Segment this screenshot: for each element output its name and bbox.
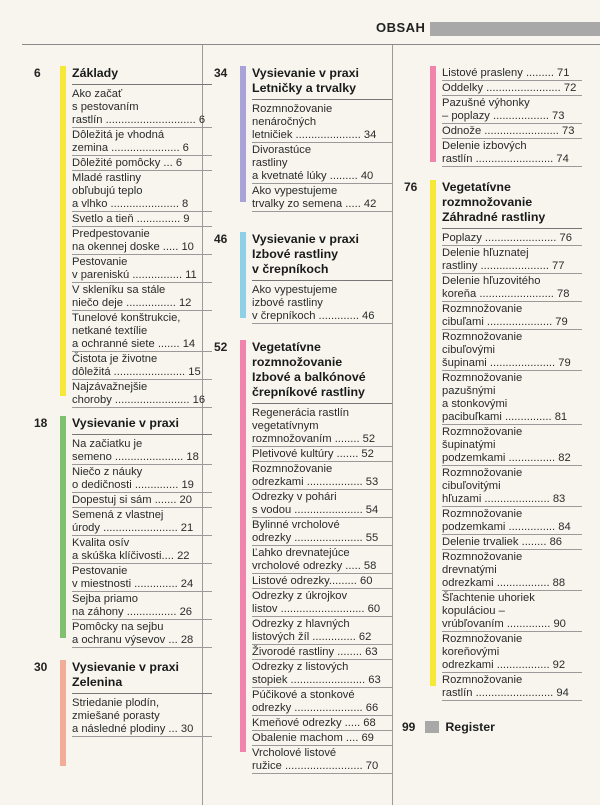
- toc-entry[interactable]: [72, 311, 212, 352]
- toc-entry-text: Rozmnožovanie šupinatými podzemkami ............... 82: [442, 425, 571, 464]
- toc-entry[interactable]: [72, 128, 212, 156]
- section-title: Vegetatívne rozmnožovanie Izbové a balkónové črepníkové rastliny: [252, 340, 366, 399]
- section-page-number: 18: [34, 416, 48, 430]
- toc-entry-text: Sejba priamo na záhony ................ 26: [72, 592, 193, 618]
- toc-entry-text: Ľahko drevnatejúce vrcholové odrezky ..... 58: [252, 546, 377, 572]
- section-page-number: 30: [34, 660, 48, 674]
- toc-entry[interactable]: [442, 507, 582, 535]
- section-body: [72, 416, 212, 648]
- toc-entry[interactable]: [252, 688, 392, 716]
- toc-entry[interactable]: [442, 466, 582, 507]
- toc-entry-text: Dôležitá je vhodná zemina ...................... 6: [72, 128, 189, 154]
- toc-entry[interactable]: [442, 425, 582, 466]
- toc-entry-text: Delenie hľuznatej rastliny ...................... 77: [442, 246, 565, 272]
- section-title: Vysievanie v praxi Izbové rastliny v črepníkoch: [252, 232, 359, 276]
- column-divider-2: [392, 45, 393, 805]
- toc-entry-text: Delenie hľuzovitého koreňa ........................ 78: [442, 274, 570, 300]
- section-rule: [252, 403, 392, 404]
- toc-entry-text: Najzávažnejšie choroby ........................ 16: [72, 380, 206, 406]
- toc-entry-text: Regenerácia rastlín vegetatívnym rozmnožovaním ........ 52: [252, 406, 376, 445]
- section-body: [442, 66, 582, 167]
- section-page-number: 6: [34, 66, 41, 80]
- section-color-bar: [240, 340, 246, 752]
- toc-entry[interactable]: [252, 490, 392, 518]
- toc-entry[interactable]: [72, 465, 212, 493]
- toc-entry-text: Ako začať s pestovaním rastlín ............................. 6: [72, 87, 206, 126]
- toc-entry-text: Pestovanie v pareniskú ................ 11: [72, 255, 197, 281]
- section-rule: [72, 84, 212, 85]
- register-entry[interactable]: [402, 720, 495, 734]
- toc-entry-text: Dopestuj si sám ....... 20: [72, 493, 193, 506]
- toc-entry[interactable]: [442, 302, 582, 330]
- toc-entry-text: Ako vypestujeme izbové rastliny v črepníkoch ............. 46: [252, 283, 375, 322]
- toc-entry-text: Živorodé rastliny ........ 63: [252, 645, 378, 658]
- toc-entry[interactable]: [442, 246, 582, 274]
- section-body: [252, 340, 392, 774]
- section-page-number: 52: [214, 340, 228, 354]
- section-color-bar: [430, 180, 436, 686]
- register-color-square: [425, 721, 439, 733]
- toc-entry-text: Listové odrezky......... 60: [252, 574, 373, 587]
- section-title: Vysievanie v praxi Letničky a trvalky: [252, 66, 359, 95]
- toc-entry-text: Ako vypestujeme trvalky zo semena ..... 42: [252, 184, 377, 210]
- toc-entry[interactable]: [72, 437, 212, 465]
- toc-entry[interactable]: [72, 283, 212, 311]
- section-color-bar: [60, 66, 66, 396]
- toc-entry[interactable]: [72, 493, 212, 508]
- toc-entry-text: Odrezky v pohári s vodou ...................... 54: [252, 490, 379, 516]
- toc-entry[interactable]: [442, 274, 582, 302]
- section-title: Vysievanie v praxi Zelenina: [72, 660, 179, 689]
- toc-entry-text: Odnože ........................ 73: [442, 124, 575, 137]
- toc-entry[interactable]: [442, 66, 582, 81]
- toc-entry[interactable]: [72, 87, 212, 128]
- section-page-number: 34: [214, 66, 228, 80]
- section-rule: [72, 693, 212, 694]
- toc-entry[interactable]: [252, 462, 392, 490]
- section-color-bar: [240, 66, 246, 202]
- header-gray-bar: [430, 22, 600, 36]
- section-body: [72, 660, 212, 737]
- toc-entry[interactable]: [252, 746, 392, 774]
- section-rule: [72, 434, 212, 435]
- toc-entry-text: Delenie izbových rastlín ......................... 74: [442, 139, 569, 165]
- toc-entry[interactable]: [72, 156, 212, 171]
- toc-entry-text: Vrcholové listové ružice ......................... 70: [252, 746, 379, 772]
- toc-entry[interactable]: [442, 96, 582, 124]
- toc-entry-text: Rozmnožovanie cibuľovými šupinami ..................... 79: [442, 330, 571, 369]
- toc-entry[interactable]: [442, 371, 582, 425]
- register-page-number: 99: [402, 720, 416, 734]
- toc-entry-text: Odrezky z úkrojkov listov ........................... 60: [252, 589, 381, 615]
- header-title-wrap: [376, 20, 425, 35]
- toc-entry-text: Mladé rastliny obľubujú teplo a vlhko ...................... 8: [72, 171, 189, 210]
- section-rule: [252, 99, 392, 100]
- toc-entry-text: Divorastúce rastliny a kvetnaté lúky ......... 40: [252, 143, 374, 182]
- toc-entry-text: Rozmnožovanie rastlín ......................... 94: [442, 673, 569, 699]
- toc-entry-text: Čistota je životne dôležitá ....................... 15: [72, 352, 201, 378]
- toc-entry[interactable]: [252, 283, 392, 324]
- section-color-bar: [240, 232, 246, 318]
- toc-entry[interactable]: [442, 231, 582, 246]
- toc-entry[interactable]: [72, 352, 212, 380]
- toc-entry[interactable]: [442, 673, 582, 701]
- section-page-number: 46: [214, 232, 228, 246]
- section-body: [72, 66, 212, 408]
- toc-entry[interactable]: [442, 632, 582, 673]
- toc-entry-text: Rozmnožovanie drevnatými odrezkami ................. 88: [442, 550, 566, 589]
- toc-entry-text: Oddelky ........................ 72: [442, 81, 577, 94]
- toc-entry-text: Semená z vlastnej úrody ........................ 21: [72, 508, 194, 534]
- toc-entry[interactable]: [442, 139, 582, 167]
- toc-entry-text: Svetlo a tieň .............. 9: [72, 212, 190, 225]
- section-body: [252, 232, 392, 324]
- top-rule: [22, 44, 600, 45]
- section-rule: [252, 280, 392, 281]
- toc-entry-text: Púčikové a stonkové odrezky ...................... 66: [252, 688, 379, 714]
- toc-entry[interactable]: [72, 620, 212, 648]
- toc-entry-text: Kvalita osív a skúška klíčivosti.... 22: [72, 536, 190, 562]
- toc-entry[interactable]: [252, 589, 392, 617]
- toc-entry-text: Rozmnožovanie odrezkami .................. 53: [252, 462, 379, 488]
- toc-entry[interactable]: [252, 574, 392, 589]
- toc-entry[interactable]: [72, 171, 212, 212]
- toc-entry-text: Poplazy ....................... 76: [442, 231, 572, 244]
- section-title: Vysievanie v praxi: [72, 416, 179, 430]
- toc-entry-text: Rozmnožovanie cibuľami ..................... 79: [442, 302, 568, 328]
- section-color-bar: [60, 416, 66, 638]
- toc-entry[interactable]: [72, 536, 212, 564]
- toc-entry[interactable]: [252, 716, 392, 731]
- toc-entry[interactable]: [442, 330, 582, 371]
- toc-entry-text: Niečo z náuky o dedičnosti .............. 19: [72, 465, 194, 491]
- toc-entry[interactable]: [252, 660, 392, 688]
- toc-entry[interactable]: [72, 592, 212, 620]
- toc-entry[interactable]: [252, 184, 392, 212]
- toc-entry-text: Striedanie plodín, zmiešané porasty a následné plodiny ... 30: [72, 696, 194, 735]
- toc-entry[interactable]: [72, 564, 212, 592]
- toc-entry-text: Odrezky z hlavných listových žíl .............. 62: [252, 617, 372, 643]
- toc-entry[interactable]: [252, 546, 392, 574]
- toc-entry-text: V skleníku sa stále niečo deje ................ 12: [72, 283, 192, 309]
- toc-entry[interactable]: [442, 591, 582, 632]
- toc-entry[interactable]: [72, 380, 212, 408]
- toc-entry[interactable]: [442, 124, 582, 139]
- toc-entry-text: Predpestovanie na okennej doske ..... 10: [72, 227, 194, 253]
- section-color-bar: [430, 66, 436, 162]
- toc-entry[interactable]: [252, 518, 392, 546]
- section-body: [442, 180, 582, 701]
- toc-entry-text: Kmeňové odrezky ..... 68: [252, 716, 376, 729]
- page-title: OBSAH: [376, 20, 426, 35]
- register-label: Register: [445, 720, 495, 734]
- toc-entry-text: Odrezky z listových stopiek ........................ 63: [252, 660, 381, 686]
- toc-entry[interactable]: [72, 508, 212, 536]
- toc-entry[interactable]: [72, 696, 212, 737]
- toc-entry[interactable]: [442, 81, 582, 96]
- toc-entry[interactable]: [252, 143, 392, 184]
- toc-entry[interactable]: [252, 447, 392, 462]
- toc-entry-text: Delenie trvaliek ........ 86: [442, 535, 563, 548]
- toc-entry-text: Rozmnožovanie cibuľovitými hľuzami ..................... 83: [442, 466, 566, 505]
- toc-entry-text: Pestovanie v miestnosti .............. 24: [72, 564, 194, 590]
- toc-entry[interactable]: [72, 255, 212, 283]
- toc-entry-text: Tunelové konštrukcie, netkané textílie a ochranné siete ....... 14: [72, 311, 196, 350]
- toc-entry-text: Listové prasleny ......... 71: [442, 66, 570, 79]
- toc-entry-text: Bylinné vrcholové odrezky ...................... 55: [252, 518, 379, 544]
- toc-entry[interactable]: [252, 617, 392, 645]
- section-body: [252, 66, 392, 212]
- toc-entry-text: Rozmnožovanie koreňovými odrezkami ................. 92: [442, 632, 566, 671]
- toc-entry-text: Dôležité pomôcky ... 6: [72, 156, 183, 169]
- toc-entry[interactable]: [252, 731, 392, 746]
- toc-entry[interactable]: [72, 227, 212, 255]
- toc-entry-text: Rozmnožovanie nenáročných letničiek ..................... 34: [252, 102, 377, 141]
- toc-entry-text: Obalenie machom .... 69: [252, 731, 374, 744]
- toc-entry[interactable]: [252, 406, 392, 447]
- section-title: Vegetatívne rozmnožovanie Záhradné rastliny: [442, 180, 546, 224]
- toc-entry[interactable]: [252, 102, 392, 143]
- toc-entry[interactable]: [252, 645, 392, 660]
- section-page-number: 76: [404, 180, 418, 194]
- toc-entry[interactable]: [72, 212, 212, 227]
- toc-entry-text: Pazušné výhonky – poplazy .................. 73: [442, 96, 565, 122]
- toc-entry[interactable]: [442, 550, 582, 591]
- section-title: Základy: [72, 66, 119, 80]
- section-rule: [442, 228, 582, 229]
- toc-entry-text: Šľachtenie uhoriek kopuláciou – vrúbľovaním .............. 90: [442, 591, 566, 630]
- toc-entry-text: Rozmnožovanie podzemkami ............... 84: [442, 507, 571, 533]
- section-color-bar: [60, 660, 66, 766]
- toc-entry-text: Pomôcky na sejbu a ochranu výsevov ... 28: [72, 620, 194, 646]
- toc-entry-text: Rozmnožovanie pazušnými a stonkovými pacibuľkami ............... 81: [442, 371, 568, 423]
- toc-entry-text: Pletivové kultúry ....... 52: [252, 447, 374, 460]
- toc-entry[interactable]: [442, 535, 582, 550]
- toc-entry-text: Na začiatku je semeno ...................... 18: [72, 437, 199, 463]
